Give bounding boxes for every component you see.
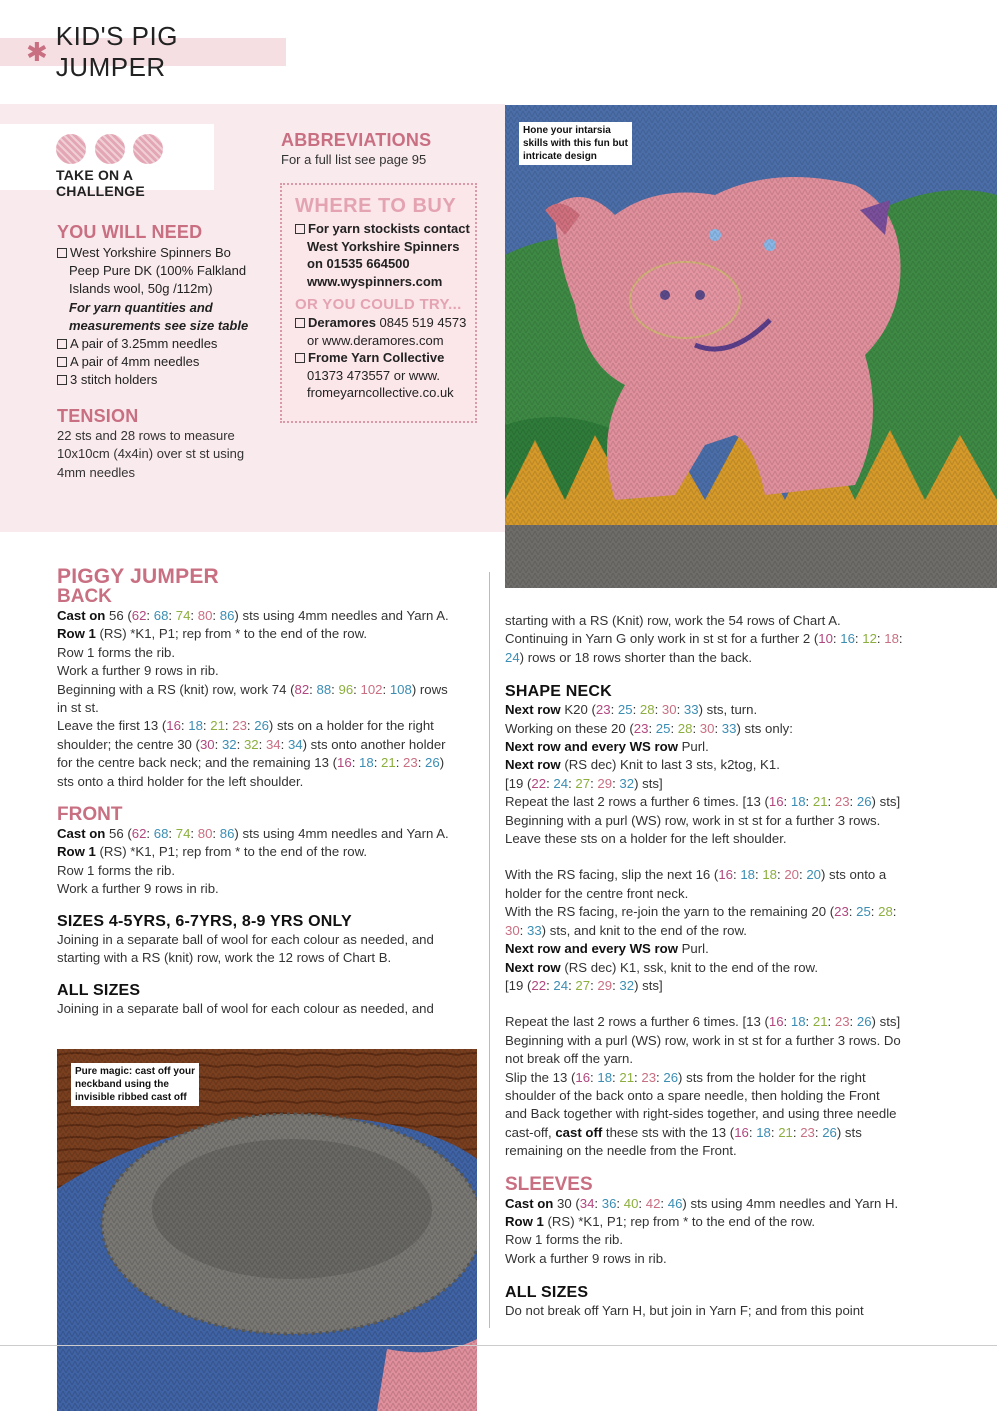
list-note: measurements see size table	[69, 317, 249, 333]
text-line: Do not break off Yarn H, but join in Yarn F; and from this point	[505, 1303, 864, 1319]
stockist-link[interactable]: or www.deramores.com	[307, 332, 444, 348]
yarn-ball-icon	[95, 134, 125, 164]
text-line: starting with a RS (Knit) row, work the 54 rows of Chart A.	[505, 613, 841, 628]
stockist-link[interactable]: fromeyarncollective.co.uk	[307, 385, 454, 400]
front-heading: FRONT	[57, 804, 123, 826]
list-item: A pair of 3.25mm needles	[57, 335, 267, 353]
abbreviations-text: For a full list see page 95	[281, 152, 427, 167]
list-item-cont: Peep Pure DK (100% Falkland	[69, 263, 247, 279]
pig-jumper-photo	[505, 105, 997, 588]
sleeves-heading: SLEEVES	[505, 1173, 593, 1195]
text-line: starting with a RS (knit) row, work the 12 rows of Chart B.	[57, 950, 392, 966]
checkbox-icon	[295, 353, 305, 363]
yarn-ball-icon	[56, 134, 86, 164]
checkbox-icon	[295, 224, 305, 234]
checkbox-icon	[57, 339, 67, 349]
all-sizes-heading-2: ALL SIZES	[505, 1284, 589, 1302]
list-item: A pair of 4mm needles	[57, 353, 267, 371]
challenge-label: TAKE ON A CHALLENGE	[56, 167, 145, 199]
tension	[57, 406, 267, 482]
list-item: West Yorkshire Spinners Bo	[57, 244, 267, 262]
abbreviations-heading: ABBREVIATIONS	[281, 130, 432, 150]
yarn-ball-icon	[133, 134, 163, 164]
column-divider	[489, 572, 490, 1328]
list-item-cont: Islands wool, 50g /112m)	[69, 281, 213, 297]
stockist-line: West Yorkshire Spinners	[307, 238, 460, 254]
back-heading: BACK	[57, 586, 112, 607]
stockist-line: For yarn stockists contact	[295, 220, 473, 238]
pattern-column-right: starting with a RS (Knit) row, work the 54 rows of Chart A. Continuing in Yarn G only work in st st for a further 2 (10: 16: 12: 18: 24) rows or 18 rows shorter than the back. SHAPE NECK Next row K20 (23: 25: 28: 30: 33) sts, turn. Working on these 20 (23: 25: 28: 30: 33) sts only: Next row and every WS row Purl. Next row (RS dec) Knit to last 3 sts, k2tog, K1. [19 (22: 24: 27: 29: 32) sts] Repeat the last 2 rows a further 6 times. [13 (16: 18: 21: 23: 26) sts] Beginning with a purl (WS) row, work in st st for a further 3 rows. Leave these sts on a holder for the left shoulder. With the RS facing, slip the next 16 (16: 18: 18: 20: 20) sts onto a holder for the centre front neck. With the RS facing, re-join the yarn to the remaining 20 (23: 25: 28: 30: 33) sts, and knit to the end of the row. Next row and every WS row Purl. Next row (RS dec) K1, ssk, knit to the end of the row. [19 (22: 24: 27: 29: 32) sts] Repeat the last 2 rows a further 6 times. [13 (16: 18: 21: 23: 26) sts] Beginning with a purl (WS) row, work in st st for a further 3 rows. Do not break off the yarn. Slip the 13 (16: 18: 21: 23: 26) sts from the holder for the right shoulder of the back onto a spare needle, then holding the Front and Back together with right-sides together, and using three needle cast-off, cast off these sts with the 13 (16: 18: 21: 23: 26) sts remaining on the needle from the Front. SLEEVES Cast on 30 (34: 36: 40: 42: 46) sts using 4mm needles and Yarn H. Row 1 (RS) *K1, P1; rep from * to the end of the row. Row 1 forms the rib. Work a further 9 rows in rib. ALL SIZES Do not break off Yarn H, but join in Yarn F; and from this point	[505, 612, 935, 1321]
you-will-need	[57, 222, 267, 390]
stockist-line: Frome Yarn Collective	[295, 349, 473, 367]
stockist-line: Deramores 0845 519 4573	[295, 314, 473, 332]
text-line: Joining in a separate ball of wool for each colour as needed, and	[57, 931, 434, 947]
list-note: For yarn quantities and	[69, 299, 213, 315]
photo-caption: Pure magic: cast off your neckband using the invisible ribbed cast off	[71, 1063, 199, 1106]
page-title-banner	[0, 21, 286, 82]
tension-line: 22 sts and 28 rows to measure	[57, 428, 235, 443]
checkbox-icon	[57, 375, 67, 385]
where-to-buy-box	[280, 183, 477, 423]
checkbox-icon	[57, 248, 67, 258]
neckband-photo	[57, 1049, 477, 1411]
where-to-buy-heading: WHERE TO BUY	[295, 195, 457, 217]
pattern-column-left: PIGGY JUMPER BACK Cast on 56 (62: 68: 74: 80: 86) sts using 4mm needles and Yarn A. Row 1 (RS) *K1, P1; rep from * to the end of the row. Row 1 forms the rib. Work a further 9 rows in rib. Beginning with a RS (knit) row, work 74 (82: 88: 96: 102: 108) rows in st st. Leave the first 13 (16: 18: 21: 23: 26) sts on a holder for the right shoulder; the centre 30 (30: 32: 32: 34: 34) sts onto another holder for the centre back neck; and the remaining 13 (16: 18: 21: 23: 26) sts onto a third holder for the left shoulder. FRONT Cast on 56 (62: 68: 74: 80: 86) sts using 4mm needles and Yarn A. Row 1 (RS) *K1, P1; rep from * to the end of the row. Row 1 forms the rib. Work a further 9 rows in rib. SIZES 4-5YRS, 6-7YRS, 8-9 YRS ONLY Joining in a separate ball of wool for each colour as needed, and starting with a RS (knit) row, work the 12 rows of Chart B. ALL SIZES Joining in a separate ball of wool for each colour as needed, and	[57, 566, 482, 1018]
stockist-line: on 01535 664500	[307, 256, 410, 271]
stockist-link[interactable]: www.wyspinners.com	[307, 273, 443, 289]
checkbox-icon	[295, 318, 305, 328]
abbreviations	[281, 130, 481, 169]
asterisk-icon: ✱	[26, 37, 48, 67]
shape-neck-heading: SHAPE NECK	[505, 683, 612, 701]
or-try-heading: OR YOU COULD TRY...	[295, 296, 462, 313]
photo-caption: Hone your intarsia skills with this fun but intricate design	[519, 122, 632, 165]
sizes-heading: SIZES 4-5YRS, 6-7YRS, 8-9 YRS ONLY	[57, 912, 352, 930]
pig-illustration	[505, 105, 997, 588]
piggy-jumper-heading: PIGGY JUMPER	[57, 565, 219, 588]
tension-heading: TENSION	[57, 406, 139, 426]
stockist-line: 01373 473557 or www.	[307, 367, 440, 383]
all-sizes-heading: ALL SIZES	[57, 981, 141, 999]
tension-line: 4mm needles	[57, 464, 136, 480]
text-line: Joining in a separate ball of wool for each colour as needed, and	[57, 1000, 434, 1016]
bottom-rule	[0, 1345, 997, 1346]
page-title: KID'S PIG JUMPER	[55, 21, 178, 82]
you-will-need-heading: YOU WILL NEED	[57, 222, 203, 242]
list-item: 3 stitch holders	[57, 371, 267, 389]
tension-line: 10x10cm (4x4in) over st st using	[57, 446, 245, 462]
checkbox-icon	[57, 357, 67, 367]
challenge-rating	[0, 124, 214, 199]
